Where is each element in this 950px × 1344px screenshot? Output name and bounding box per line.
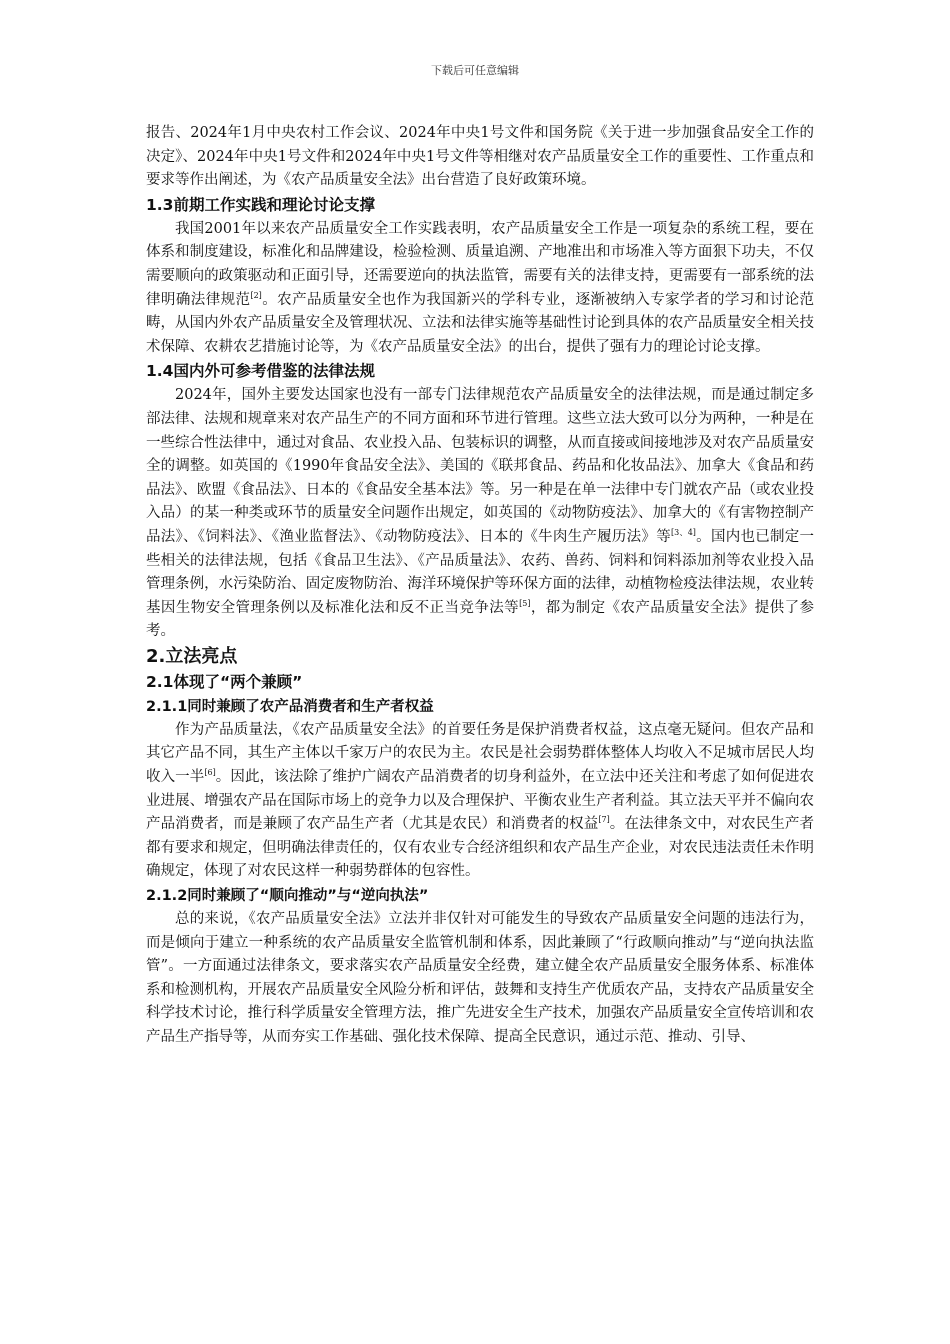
text-run: 。农产品质量安全也作为我国新兴的学科专业，逐渐被纳入专家学者的学习和讨论范畴，从国内外农产品质量安全及管理状况、立法和法律实施等基础性讨论到具体的农产品质量安全相关技术保障、农耕农艺措施讨论等，为《农产品质量安全法》的出台，提供了强有力的理论讨论支撑。 <box>146 291 814 355</box>
section-heading-1-3: 1.3前期工作实践和理论讨论支撑 <box>146 195 375 214</box>
citation-5: [5] <box>519 598 531 608</box>
citation-7: [7] <box>598 815 610 825</box>
text-run: 我国2001年以来农产品质量安全工作实践表明，农产品质量安全工作是一项复杂的系统工程，要在体系和制度建设，标准化和品牌建设，检验检测、质量追溯、产地准出和市场准入等方面狠下功夫，不仅需要顺向的政策驱动和正面引导，还需要逆向的执法监管，需要有关的法律支持，更需要有一部系统的法律明确法律规范 <box>146 220 814 308</box>
text-run: 。在法律条文中，对农民生产者都有要求和规定，但明确法律责任的，仅有农业专合经济组织和农产品生产企业，对农民违法责任未作明确规定，体现了对农民这样一种弱势群体的包容性。 <box>146 816 815 880</box>
paragraph <box>146 719 814 884</box>
subsection-heading-2-1-1: 2.1.1同时兼顾了农产品消费者和生产者权益 <box>146 698 434 715</box>
paragraph <box>146 218 814 360</box>
paragraph: 报告、2024年1月中央农村工作会议、2024年中央1号文件和国务院《关于进一步加强食品安全工作的决定》、2024年中央1号文件和2024年中央1号文件等相继对农产品质量安全工作的重要性、工作重点和要求等作出阐述，为《农产品质量安全法》出台营造了良好政策环境。 <box>146 125 814 189</box>
citation-2: [2] <box>250 290 262 300</box>
chapter-heading-2: 2.立法亮点 <box>146 645 238 667</box>
text-run: 作为产品质量法，《农产品质量安全法》的首要任务是保护消费者权益，这点毫无疑问。但农产品和其它产品不同，其生产主体以千家万户的农民为主。农民是社会弱势群体整体人均收入不足城市居民人均收入一半 <box>146 721 814 786</box>
document-body <box>146 122 814 1050</box>
citation-3-4: [3、4] <box>670 528 696 538</box>
subsection-heading-2-1-2: 2.1.2同时兼顾了“顺向推动”与“逆向执法” <box>146 888 429 905</box>
citation-6: [6] <box>204 768 216 778</box>
text-run: 。因此，该法除了维护广阔农产品消费者的切身利益外，在立法中还关注和考虑了如何促进农业进展、增强农产品在国际市场上的竞争力以及合理保护、平衡农业生产者利益。其立法天平并不偏向农产品消费者，而是兼顾了农产品生产者（尤其是农民）和消费者的权益 <box>146 769 815 833</box>
paragraph <box>146 384 814 644</box>
section-heading-1-4: 1.4国内外可参考借鉴的法律法规 <box>146 362 375 381</box>
text-run: 。国内也已制定一些相关的法律法规，包括《食品卫生法》、《产品质量法》、农药、兽药、饲料和饲料添加剂等农业投入品管理条例，水污染防治、固定废物防治、海洋环境保护等环保方面的法律，动植物检疫法律法规，农业转基因生物安全管理条例以及标准化法和反不正当竞争法等 <box>146 528 815 616</box>
paragraph: 总的来说，《农产品质量安全法》立法并非仅针对可能发生的导致农产品质量安全问题的违法行为，而是倾向于建立一种系统的农产品质量安全监管机制和体系，因此兼顾了“行政顺向推动”与“逆向执法监管”。一方面通过法律条文，要求落实农产品质量安全经费，建立健全农产品质量安全服务体系、标准体系和检测机构，开展农产品质量安全风险分析和评估，鼓舞和支持生产优质农产品，支持农产品质量安全科学技术讨论，推行科学质量安全管理方法，推广先进安全生产技术，加强农产品质量安全宣传培训和农产品生产指导等，从而夯实工作基础、强化技术保障、提高全民意识，通过示范、推动、引导、 <box>146 911 814 1045</box>
section-heading-2-1: 2.1体现了“两个兼顾” <box>146 672 303 691</box>
page-header: 下载后可任意编辑 <box>431 64 519 77</box>
text-run: 2024年，国外主要发达国家也没有一部专门法律规范农产品质量安全的法律法规，而是通过制定多部法律、法规和规章来对农产品生产的不同方面和环节进行管理。这些立法大致可以分为两种，一种是在一些综合性法律中，通过对食品、农业投入品、包装标识的调整，从而直接或间接地涉及对农产品质量安全的调整。如英国的《1990年食品安全法》、美国的《联邦食品、药品和化妆品法》、加拿大《食品和药品法》、欧盟《食品法》、日本的《食品安全基本法》等。另一种是在单一法律中专门就农产品（或农业投入品）的某一种类或环节的质量安全问题作出规定，如英国的《动物防疫法》、加拿大的《有害物控制产品法》、《饲料法》、《渔业监督法》、《动物防疫法》、日本的《牛肉生产履历法》等 <box>146 387 814 545</box>
text-run: ，都为制定《农产品质量安全法》提供了参考。 <box>146 599 815 640</box>
